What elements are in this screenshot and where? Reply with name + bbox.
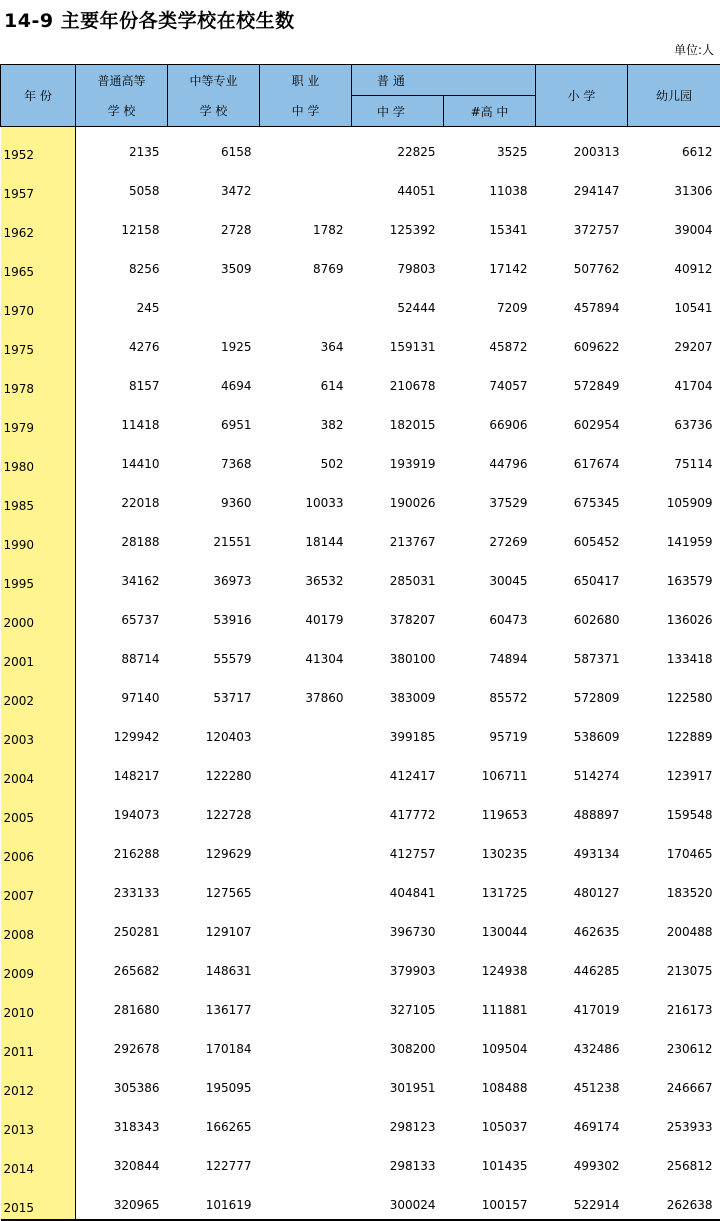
value-cell-c3: 8769: [260, 244, 352, 283]
value-cell-c2: 101619: [168, 1180, 260, 1220]
table-row: [1, 1102, 720, 1141]
value-cell-c5: 74894: [444, 634, 536, 673]
value-cell-c3: 40179: [260, 595, 352, 634]
value-cell-c3: [260, 868, 352, 907]
value-cell-c3: [260, 166, 352, 205]
value-cell-c5: 66906: [444, 400, 536, 439]
value-cell-c5: 106711: [444, 751, 536, 790]
value-cell-c5: 60473: [444, 595, 536, 634]
value-cell-c6: 294147: [536, 166, 628, 205]
value-cell-c7: 63736: [628, 400, 720, 439]
value-cell-c2: 6158: [168, 127, 260, 167]
table-header: [1, 65, 720, 127]
value-cell-c6: 602680: [536, 595, 628, 634]
value-cell-c5: 15341: [444, 205, 536, 244]
value-cell-c2: 122728: [168, 790, 260, 829]
value-cell-c5: 44796: [444, 439, 536, 478]
value-cell-c2: 4694: [168, 361, 260, 400]
value-cell-c6: 372757: [536, 205, 628, 244]
value-cell-c7: 141959: [628, 517, 720, 556]
value-cell-c4: 396730: [352, 907, 444, 946]
value-cell-c4: 308200: [352, 1024, 444, 1063]
table-row: [1, 634, 720, 673]
value-cell-c2: 170184: [168, 1024, 260, 1063]
table-row: [1, 946, 720, 985]
value-cell-c4: 125392: [352, 205, 444, 244]
value-cell-c6: 605452: [536, 517, 628, 556]
value-cell-c7: 230612: [628, 1024, 720, 1063]
value-cell-c3: [260, 1102, 352, 1141]
value-cell-c3: [260, 829, 352, 868]
value-cell-c4: 327105: [352, 985, 444, 1024]
table-row: [1, 361, 720, 400]
table-row: [1, 166, 720, 205]
value-cell-c6: 587371: [536, 634, 628, 673]
value-cell-c3: 37860: [260, 673, 352, 712]
value-cell-c1: 97140: [76, 673, 168, 712]
value-cell-c4: 379903: [352, 946, 444, 985]
year-cell: 2015: [1, 1180, 76, 1220]
value-cell-c2: 3509: [168, 244, 260, 283]
value-cell-c7: 246667: [628, 1063, 720, 1102]
value-cell-c5: 11038: [444, 166, 536, 205]
year-cell: 1957: [1, 166, 76, 205]
value-cell-c5: 130235: [444, 829, 536, 868]
value-cell-c7: 256812: [628, 1141, 720, 1180]
table-row: [1, 517, 720, 556]
value-cell-c4: 285031: [352, 556, 444, 595]
value-cell-c7: 105909: [628, 478, 720, 517]
year-cell: 2005: [1, 790, 76, 829]
value-cell-c4: 79803: [352, 244, 444, 283]
table-row: [1, 1180, 720, 1220]
table-row: [1, 907, 720, 946]
value-cell-c1: 12158: [76, 205, 168, 244]
value-cell-c7: 40912: [628, 244, 720, 283]
value-cell-c4: 383009: [352, 673, 444, 712]
year-cell: 2004: [1, 751, 76, 790]
table-row: [1, 712, 720, 751]
table-row: [1, 751, 720, 790]
value-cell-c6: 522914: [536, 1180, 628, 1220]
value-cell-c1: 281680: [76, 985, 168, 1024]
year-cell: 1985: [1, 478, 76, 517]
value-cell-c6: 200313: [536, 127, 628, 167]
header-col3-bottom: 中 学: [260, 96, 352, 127]
table-row: [1, 205, 720, 244]
table-row: [1, 439, 720, 478]
table-row: [1, 478, 720, 517]
value-cell-c2: 7368: [168, 439, 260, 478]
page-title: 14-9 主要年份各类学校在校生数: [4, 6, 295, 33]
value-cell-c1: 250281: [76, 907, 168, 946]
value-cell-c5: 37529: [444, 478, 536, 517]
value-cell-c3: 502: [260, 439, 352, 478]
value-cell-c7: 41704: [628, 361, 720, 400]
year-cell: 2009: [1, 946, 76, 985]
value-cell-c1: 318343: [76, 1102, 168, 1141]
header-col6: 小 学: [536, 65, 628, 127]
value-cell-c4: 193919: [352, 439, 444, 478]
value-cell-c7: 253933: [628, 1102, 720, 1141]
value-cell-c4: 213767: [352, 517, 444, 556]
value-cell-c6: 538609: [536, 712, 628, 751]
value-cell-c1: 65737: [76, 595, 168, 634]
value-cell-c5: 101435: [444, 1141, 536, 1180]
table-row: [1, 283, 720, 322]
value-cell-c7: 159548: [628, 790, 720, 829]
value-cell-c3: 41304: [260, 634, 352, 673]
value-cell-c5: 85572: [444, 673, 536, 712]
value-cell-c7: 200488: [628, 907, 720, 946]
value-cell-c3: [260, 1063, 352, 1102]
value-cell-c7: 163579: [628, 556, 720, 595]
value-cell-c5: 74057: [444, 361, 536, 400]
value-cell-c1: 88714: [76, 634, 168, 673]
value-cell-c5: 109504: [444, 1024, 536, 1063]
value-cell-c3: 36532: [260, 556, 352, 595]
value-cell-c4: 417772: [352, 790, 444, 829]
value-cell-c1: 4276: [76, 322, 168, 361]
value-cell-c5: 7209: [444, 283, 536, 322]
value-cell-c2: 122280: [168, 751, 260, 790]
table-row: [1, 673, 720, 712]
value-cell-c6: 432486: [536, 1024, 628, 1063]
value-cell-c5: 27269: [444, 517, 536, 556]
value-cell-c3: [260, 283, 352, 322]
year-cell: 1979: [1, 400, 76, 439]
value-cell-c2: 129107: [168, 907, 260, 946]
value-cell-c1: 148217: [76, 751, 168, 790]
table-row: [1, 1024, 720, 1063]
year-cell: 2011: [1, 1024, 76, 1063]
value-cell-c4: 300024: [352, 1180, 444, 1220]
value-cell-c7: 216173: [628, 985, 720, 1024]
value-cell-c4: 298123: [352, 1102, 444, 1141]
value-cell-c2: [168, 283, 260, 322]
value-cell-c7: 170465: [628, 829, 720, 868]
value-cell-c6: 457894: [536, 283, 628, 322]
value-cell-c1: 8157: [76, 361, 168, 400]
value-cell-c3: [260, 712, 352, 751]
value-cell-c4: 412417: [352, 751, 444, 790]
year-cell: 2000: [1, 595, 76, 634]
year-cell: 2003: [1, 712, 76, 751]
value-cell-c5: 30045: [444, 556, 536, 595]
table-row: [1, 790, 720, 829]
value-cell-c1: 320844: [76, 1141, 168, 1180]
value-cell-c6: 609622: [536, 322, 628, 361]
table-row: [1, 985, 720, 1024]
value-cell-c7: 10541: [628, 283, 720, 322]
header-year: 年 份: [1, 65, 76, 127]
header-col2-bottom: 学 校: [168, 96, 260, 127]
value-cell-c4: 159131: [352, 322, 444, 361]
value-cell-c4: 404841: [352, 868, 444, 907]
value-cell-c3: [260, 1141, 352, 1180]
value-cell-c1: 28188: [76, 517, 168, 556]
table-row: [1, 1141, 720, 1180]
value-cell-c1: 320965: [76, 1180, 168, 1220]
value-cell-c5: 105037: [444, 1102, 536, 1141]
value-cell-c7: 122580: [628, 673, 720, 712]
value-cell-c2: 53916: [168, 595, 260, 634]
value-cell-c6: 572809: [536, 673, 628, 712]
table-row: [1, 556, 720, 595]
value-cell-c1: 305386: [76, 1063, 168, 1102]
value-cell-c1: 34162: [76, 556, 168, 595]
value-cell-c7: 123917: [628, 751, 720, 790]
header-col5-bottom: #高 中: [444, 96, 536, 127]
value-cell-c3: [260, 790, 352, 829]
header-col1-top: 普通高等: [76, 65, 168, 96]
value-cell-c5: 3525: [444, 127, 536, 167]
value-cell-c1: 292678: [76, 1024, 168, 1063]
header-col7: 幼儿园: [628, 65, 720, 127]
value-cell-c7: 183520: [628, 868, 720, 907]
value-cell-c6: 417019: [536, 985, 628, 1024]
value-cell-c4: 52444: [352, 283, 444, 322]
value-cell-c6: 488897: [536, 790, 628, 829]
value-cell-c3: 18144: [260, 517, 352, 556]
unit-label: 单位:人: [674, 41, 714, 58]
value-cell-c5: 124938: [444, 946, 536, 985]
value-cell-c2: 129629: [168, 829, 260, 868]
table-row: [1, 595, 720, 634]
students-table: [0, 64, 720, 1221]
value-cell-c1: 14410: [76, 439, 168, 478]
year-cell: 1970: [1, 283, 76, 322]
value-cell-c2: 3472: [168, 166, 260, 205]
value-cell-c3: 1782: [260, 205, 352, 244]
year-cell: 1965: [1, 244, 76, 283]
header-col4-bottom: 中 学: [352, 96, 444, 127]
year-cell: 2001: [1, 634, 76, 673]
value-cell-c3: [260, 751, 352, 790]
value-cell-c6: 462635: [536, 907, 628, 946]
value-cell-c6: 446285: [536, 946, 628, 985]
year-cell: 1990: [1, 517, 76, 556]
value-cell-c5: 45872: [444, 322, 536, 361]
header-col1-bottom: 学 校: [76, 96, 168, 127]
value-cell-c2: 2728: [168, 205, 260, 244]
year-cell: 2014: [1, 1141, 76, 1180]
year-cell: 2012: [1, 1063, 76, 1102]
value-cell-c5: 131725: [444, 868, 536, 907]
value-cell-c7: 31306: [628, 166, 720, 205]
value-cell-c6: 507762: [536, 244, 628, 283]
value-cell-c2: 1925: [168, 322, 260, 361]
value-cell-c6: 514274: [536, 751, 628, 790]
value-cell-c7: 39004: [628, 205, 720, 244]
value-cell-c4: 301951: [352, 1063, 444, 1102]
value-cell-c5: 100157: [444, 1180, 536, 1220]
value-cell-c7: 133418: [628, 634, 720, 673]
value-cell-c5: 108488: [444, 1063, 536, 1102]
value-cell-c3: [260, 1180, 352, 1220]
year-cell: 1978: [1, 361, 76, 400]
year-cell: 2006: [1, 829, 76, 868]
value-cell-c1: 5058: [76, 166, 168, 205]
value-cell-c6: 602954: [536, 400, 628, 439]
value-cell-c7: 122889: [628, 712, 720, 751]
value-cell-c5: 119653: [444, 790, 536, 829]
value-cell-c4: 380100: [352, 634, 444, 673]
table-row: [1, 127, 720, 167]
value-cell-c2: 36973: [168, 556, 260, 595]
value-cell-c7: 75114: [628, 439, 720, 478]
value-cell-c3: [260, 1024, 352, 1063]
value-cell-c3: [260, 946, 352, 985]
table-row: [1, 868, 720, 907]
value-cell-c1: 194073: [76, 790, 168, 829]
value-cell-c7: 29207: [628, 322, 720, 361]
value-cell-c5: 130044: [444, 907, 536, 946]
value-cell-c6: 451238: [536, 1063, 628, 1102]
value-cell-c4: 22825: [352, 127, 444, 167]
value-cell-c3: [260, 907, 352, 946]
value-cell-c5: 17142: [444, 244, 536, 283]
table-row: [1, 829, 720, 868]
value-cell-c1: 11418: [76, 400, 168, 439]
value-cell-c2: 148631: [168, 946, 260, 985]
value-cell-c1: 265682: [76, 946, 168, 985]
value-cell-c5: 111881: [444, 985, 536, 1024]
value-cell-c6: 499302: [536, 1141, 628, 1180]
value-cell-c7: 136026: [628, 595, 720, 634]
year-cell: 1962: [1, 205, 76, 244]
value-cell-c3: 10033: [260, 478, 352, 517]
table-row: [1, 400, 720, 439]
value-cell-c4: 44051: [352, 166, 444, 205]
value-cell-c6: 617674: [536, 439, 628, 478]
value-cell-c4: 210678: [352, 361, 444, 400]
value-cell-c6: 480127: [536, 868, 628, 907]
value-cell-c2: 9360: [168, 478, 260, 517]
value-cell-c1: 245: [76, 283, 168, 322]
year-cell: 1980: [1, 439, 76, 478]
value-cell-c2: 120403: [168, 712, 260, 751]
value-cell-c4: 412757: [352, 829, 444, 868]
value-cell-c6: 493134: [536, 829, 628, 868]
value-cell-c2: 55579: [168, 634, 260, 673]
value-cell-c1: 233133: [76, 868, 168, 907]
table-row: [1, 244, 720, 283]
value-cell-c6: 650417: [536, 556, 628, 595]
header-col3-top: 职 业: [260, 65, 352, 96]
value-cell-c1: 216288: [76, 829, 168, 868]
header-col2-top: 中等专业: [168, 65, 260, 96]
value-cell-c2: 21551: [168, 517, 260, 556]
value-cell-c7: 262638: [628, 1180, 720, 1220]
table-row: [1, 1063, 720, 1102]
value-cell-c2: 122777: [168, 1141, 260, 1180]
value-cell-c4: 378207: [352, 595, 444, 634]
year-cell: 2008: [1, 907, 76, 946]
value-cell-c1: 8256: [76, 244, 168, 283]
table-body: [1, 127, 720, 1221]
value-cell-c4: 399185: [352, 712, 444, 751]
year-cell: 2007: [1, 868, 76, 907]
year-cell: 1952: [1, 127, 76, 167]
value-cell-c3: 382: [260, 400, 352, 439]
value-cell-c6: 572849: [536, 361, 628, 400]
year-cell: 1975: [1, 322, 76, 361]
value-cell-c2: 53717: [168, 673, 260, 712]
value-cell-c3: 364: [260, 322, 352, 361]
value-cell-c2: 136177: [168, 985, 260, 1024]
year-cell: 2002: [1, 673, 76, 712]
value-cell-c2: 166265: [168, 1102, 260, 1141]
value-cell-c4: 190026: [352, 478, 444, 517]
value-cell-c1: 129942: [76, 712, 168, 751]
value-cell-c4: 182015: [352, 400, 444, 439]
value-cell-c5: 95719: [444, 712, 536, 751]
year-cell: 2010: [1, 985, 76, 1024]
value-cell-c3: [260, 127, 352, 167]
value-cell-c3: [260, 985, 352, 1024]
table-row: [1, 322, 720, 361]
value-cell-c7: 213075: [628, 946, 720, 985]
value-cell-c1: 2135: [76, 127, 168, 167]
value-cell-c3: 614: [260, 361, 352, 400]
value-cell-c6: 469174: [536, 1102, 628, 1141]
value-cell-c2: 6951: [168, 400, 260, 439]
value-cell-c4: 298133: [352, 1141, 444, 1180]
value-cell-c7: 6612: [628, 127, 720, 167]
value-cell-c1: 22018: [76, 478, 168, 517]
header-col4-top: 普 通: [352, 65, 536, 96]
year-cell: 1995: [1, 556, 76, 595]
value-cell-c2: 195095: [168, 1063, 260, 1102]
value-cell-c2: 127565: [168, 868, 260, 907]
year-cell: 2013: [1, 1102, 76, 1141]
value-cell-c6: 675345: [536, 478, 628, 517]
